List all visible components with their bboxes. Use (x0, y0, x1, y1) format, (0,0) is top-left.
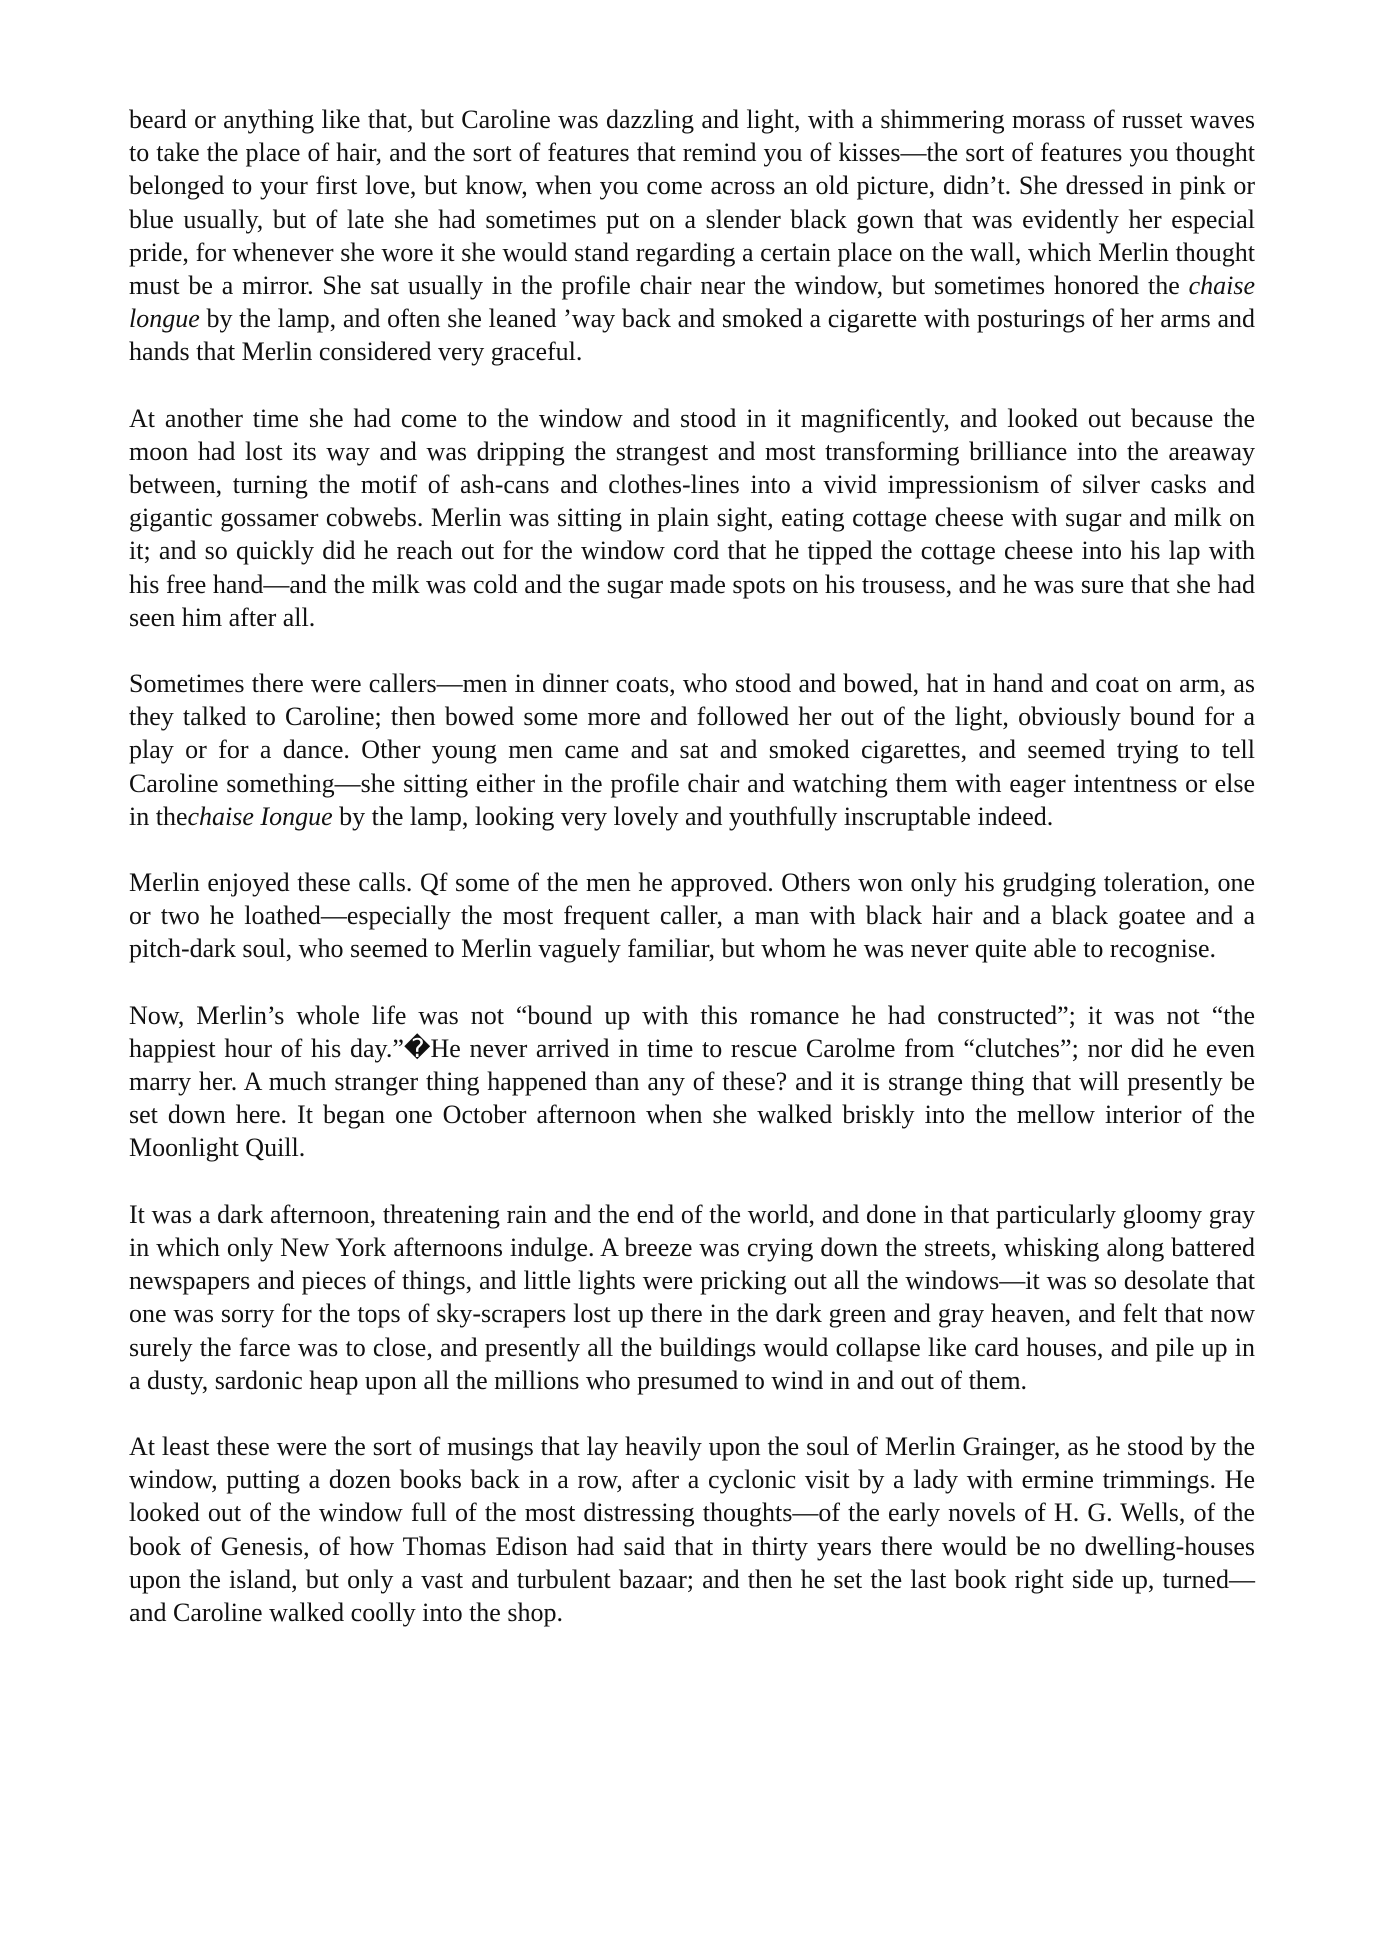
italic-phrase: chaise Iongue (187, 801, 333, 831)
document-page (129, 103, 1255, 1662)
paragraph-text: Merlin enjoyed these calls. Qf some of the men he approved. Others won only his grudging toleration, one or two he loathed—especially the most frequent caller, a man with black hair and a black goatee and a pitch-dark soul, who seemed to Merlin vaguely familiar, but whom he was never quite able to recognise. (129, 868, 1255, 964)
paragraph-text: by the lamp, and often she leaned ’way back and smoked a cigarette with posturings of her arms and hands that Merlin considered very graceful. (129, 304, 1255, 367)
paragraph (129, 999, 1255, 1165)
paragraph-text: by the lamp, looking very lovely and youthfully inscruptable indeed. (332, 801, 1054, 831)
paragraph (129, 1198, 1255, 1397)
paragraph (129, 402, 1255, 634)
paragraph-text: At another time she had come to the window and stood in it magnificently, and looked out because the moon had lost its way and was dripping the strangest and most transforming brilliance into the areaway between, turning the motif of ash-cans and clothes-lines into a vivid impressionism of silver casks and gigantic gossamer cobwebs. Merlin was sitting in plain sight, eating cottage cheese with sugar and milk on it; and so quickly did he reach out for the window cord that he tipped the cottage cheese into his lap with his free hand—and the milk was cold and the sugar made spots on his trousess, and he was sure that she had seen him after all. (129, 403, 1255, 632)
paragraph (129, 1430, 1255, 1629)
paragraph (129, 667, 1255, 833)
paragraph-text: Now, Merlin’s whole life was not “bound up with this romance he had constructed”; it was not “the happiest hour of his day.”�He never arrived in time to rescue Carolme from “clutches”; nor did he even marry her. A much stranger thing happened than any of these? and it is strange thing that will presently be set down here. It began one October afternoon when she walked briskly into the mellow interior of the Moonlight Quill. (129, 1000, 1255, 1163)
paragraph (129, 866, 1255, 966)
paragraph-text: At least these were the sort of musings that lay heavily upon the soul of Merlin Grainger, as he stood by the window, putting a dozen books back in a row, after a cyclonic visit by a lady with ermine trimmings. He looked out of the window full of the most distressing thoughts—of the early novels of H. G. Wells, of the book of Genesis, of how Thomas Edison had said that in thirty years there would be no dwelling-houses upon the island, but only a vast and turbulent bazaar; and then he set the last book right side up, turned—and Caroline walked coolly into the shop. (129, 1431, 1255, 1627)
paragraph-text: Sometimes there were callers—men in dinner coats, who stood and bowed, hat in hand and coat on arm, as they talked to Caroline; then bowed some more and followed her out of the light, obviously bound for a play or for a dance. Other young men came and sat and smoked cigarettes, and seemed trying to tell Caroline something—she sitting either in the profile chair and watching them with eager intentness or else in the (129, 669, 1255, 831)
paragraph-text: beard or anything like that, but Caroline was dazzling and light, with a shimmering morass of russet waves to take the place of hair, and the sort of features that remind you of kisses—the sort of features you thought belonged to your first love, but know, when you come across an old picture, didn’t. She dressed in pink or blue usually, but of late she had sometimes put on a slender black gown that was evidently her especial pride, for whenever she wore it she would stand regarding a certain place on the wall, which Merlin thought must be a mirror. She sat usually in the profile chair near the window, but sometimes honored the (129, 105, 1255, 301)
paragraph-text: It was a dark afternoon, threatening rain and the end of the world, and done in that particularly gloomy gray in which only New York afternoons indulge. A breeze was crying down the streets, whisking along battered newspapers and pieces of things, and little lights were pricking out all the windows—it was so desolate that one was sorry for the tops of sky-scrapers lost up there in the dark green and gray heaven, and felt that now surely the farce was to close, and presently all the buildings would collapse like card houses, and pile up in a dusty, sardonic heap upon all the millions who presumed to wind in and out of them. (129, 1199, 1255, 1395)
paragraph (129, 103, 1255, 369)
italic-phrase: chaise longue (129, 271, 1255, 334)
